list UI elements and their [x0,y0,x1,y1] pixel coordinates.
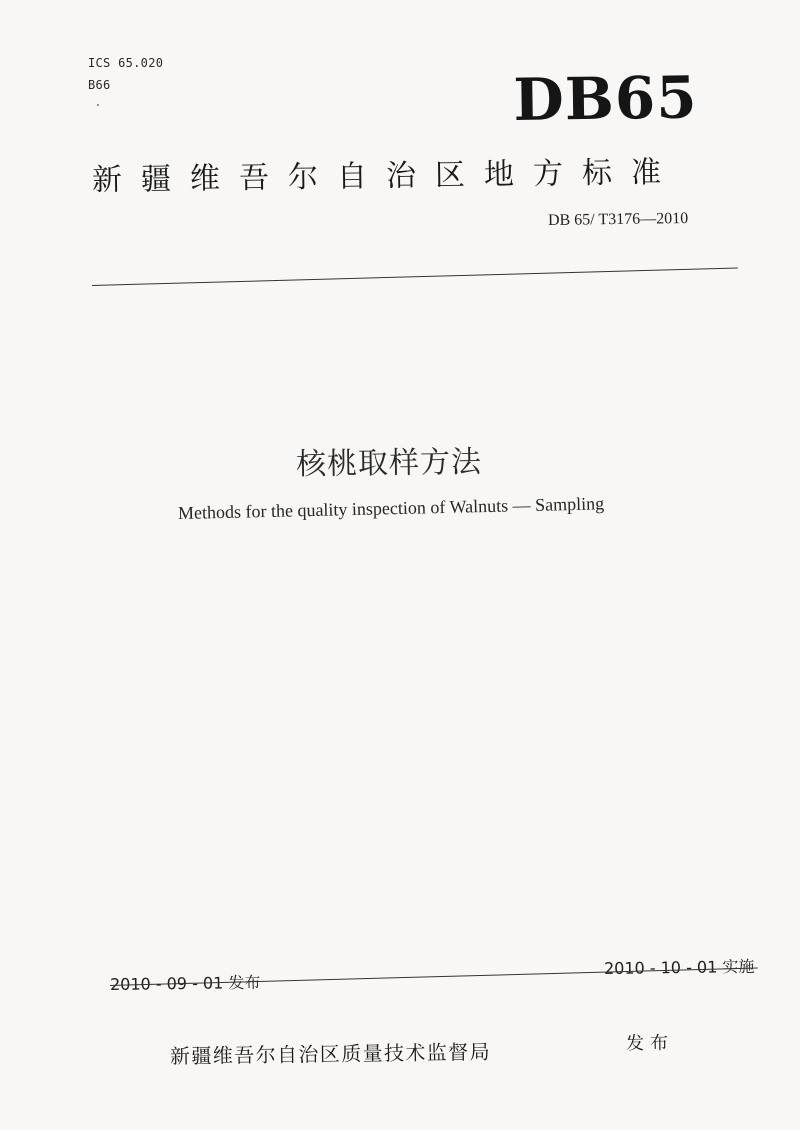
issue-date: 2010 - 09 - 01 发布 [109,972,261,995]
document-title-english: Methods for the quality inspection of Walnuts — Sampling [177,493,605,523]
issuing-authority: 新疆维吾尔自治区质量技术监督局 [169,1039,492,1069]
issuer-action-label: 发布 [625,1032,675,1055]
ics-code: ICS 65.020 [88,56,164,70]
implementation-date: 2010 - 10 - 01 实施 [603,956,755,979]
top-divider [92,268,738,286]
standard-logo: DB65 [513,63,699,134]
classification-code: B66 [88,78,111,92]
standard-type-heading: 新疆维吾尔自治区地方标准 [91,154,681,198]
document-title-chinese: 核桃取样方法 [295,444,483,483]
scan-speck [97,104,99,106]
standard-number: DB 65/ T3176—2010 [547,210,689,229]
